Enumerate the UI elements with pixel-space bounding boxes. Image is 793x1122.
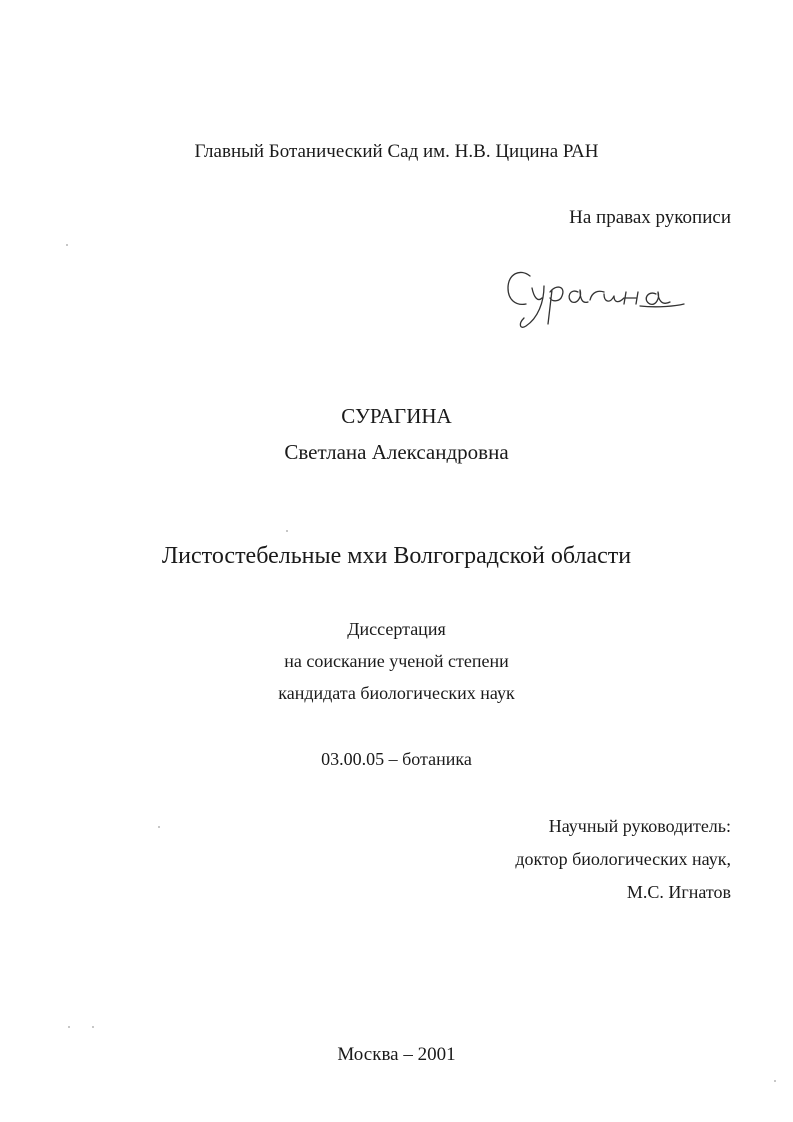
- handwritten-signature-icon: [500, 262, 690, 334]
- scan-speck: [774, 1080, 776, 1082]
- degree-line-2: на соискание ученой степени: [284, 651, 509, 671]
- manuscript-rights-note: На правах рукописи: [569, 207, 731, 228]
- degree-line-1: Диссертация: [347, 619, 446, 639]
- scan-speck: [92, 1026, 94, 1028]
- supervisor-title: доктор биологических наук,: [515, 849, 731, 869]
- dissertation-title: Листостебельные мхи Волгоградской области: [161, 543, 632, 569]
- scan-speck: [286, 530, 288, 532]
- scan-speck: [158, 826, 160, 828]
- supervisor-name: М.С. Игнатов: [626, 882, 731, 902]
- scan-speck: [66, 244, 68, 246]
- specialty-code: 03.00.05 – ботаника: [321, 749, 472, 769]
- author-surname: СУРАГИНА: [341, 404, 452, 428]
- degree-line-3: кандидата биологических наук: [278, 683, 515, 703]
- institution-name: Главный Ботанический Сад им. Н.В. Цицина РАН: [194, 141, 599, 162]
- place-and-year: Москва – 2001: [337, 1044, 456, 1065]
- author-given-names: Светлана Александровна: [284, 440, 509, 464]
- supervisor-label: Научный руководитель:: [548, 816, 731, 836]
- scan-speck: [68, 1026, 70, 1028]
